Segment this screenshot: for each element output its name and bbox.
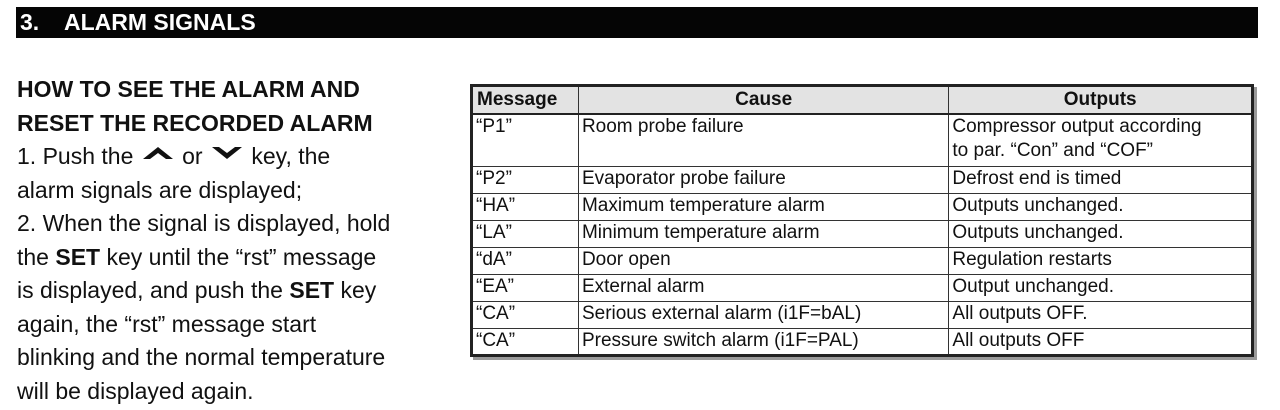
set-key-label: SET xyxy=(55,243,101,270)
cell-outputs: All outputs OFF. xyxy=(949,301,1253,328)
step2-text: key until the “rst” message xyxy=(106,243,377,270)
step2-text: the xyxy=(17,243,49,270)
cell-outputs: Outputs unchanged. xyxy=(949,193,1253,220)
table-row xyxy=(472,247,1253,274)
down-arrow-icon xyxy=(209,145,245,161)
outputs-line-1: Compressor output according xyxy=(952,116,1202,137)
cell-message: “CA” xyxy=(472,328,579,355)
cell-cause: Minimum temperature alarm xyxy=(578,220,948,247)
up-arrow-icon xyxy=(140,145,176,161)
cell-outputs: Output unchanged. xyxy=(949,274,1253,301)
header-cause: Cause xyxy=(578,86,948,115)
cell-outputs: Defrost end is timed xyxy=(949,166,1253,193)
section-title: ALARM SIGNALS xyxy=(64,9,256,35)
step-1 xyxy=(17,140,457,207)
cell-cause: Evaporator probe failure xyxy=(578,166,948,193)
step-2 xyxy=(17,207,457,408)
cell-outputs: All outputs OFF xyxy=(949,328,1253,355)
step2-text: will be displayed again. xyxy=(17,377,254,404)
table-row xyxy=(472,166,1253,193)
step2-text: again, the “rst” message start xyxy=(17,310,317,337)
section-header xyxy=(16,7,1258,38)
table-row xyxy=(472,274,1253,301)
cell-message: “HA” xyxy=(472,193,579,220)
cell-cause: Serious external alarm (i1F=bAL) xyxy=(578,301,948,328)
step1-prefix: 1. Push the xyxy=(17,143,134,169)
cell-cause: Door open xyxy=(578,247,948,274)
step2-text: 2. When the signal is displayed, hold xyxy=(17,210,391,236)
step1-suffix: key, the xyxy=(251,143,331,169)
set-key-label: SET xyxy=(289,277,335,303)
outputs-line-2: to par. “Con” and “COF” xyxy=(952,140,1154,161)
table-row xyxy=(472,328,1253,355)
instructions xyxy=(17,72,457,408)
alarm-signals-table xyxy=(470,84,1254,357)
cell-message: “P1” xyxy=(472,114,579,166)
cell-message: “CA” xyxy=(472,301,579,328)
cell-outputs: Outputs unchanged. xyxy=(949,220,1253,247)
cell-cause: Pressure switch alarm (i1F=PAL) xyxy=(578,328,948,355)
step1-or: or xyxy=(182,143,203,169)
step2-text: blinking and the normal temperature xyxy=(17,344,386,370)
step1-line2: alarm signals are displayed; xyxy=(17,176,303,203)
heading-line-2: RESET THE RECORDED ALARM xyxy=(17,110,373,136)
table-row xyxy=(472,193,1253,220)
table-row xyxy=(472,220,1253,247)
cell-cause: Maximum temperature alarm xyxy=(578,193,948,220)
instructions-heading xyxy=(17,72,457,140)
table-row xyxy=(472,114,1253,166)
step2-text: is displayed, and push the xyxy=(17,277,283,303)
cell-message: “P2” xyxy=(472,166,579,193)
section-number: 3. xyxy=(20,9,40,35)
cell-message: “LA” xyxy=(472,220,579,247)
step2-text: key xyxy=(340,277,377,303)
cell-cause: Room probe failure xyxy=(578,114,948,166)
header-outputs: Outputs xyxy=(949,86,1253,115)
cell-message: “EA” xyxy=(472,274,579,301)
table-row xyxy=(472,301,1253,328)
table-header-row xyxy=(472,86,1253,115)
cell-outputs xyxy=(949,114,1253,166)
header-message: Message xyxy=(472,86,579,115)
heading-line-1: HOW TO SEE THE ALARM AND xyxy=(17,76,360,102)
cell-message: “dA” xyxy=(472,247,579,274)
cell-cause: External alarm xyxy=(578,274,948,301)
cell-outputs: Regulation restarts xyxy=(949,247,1253,274)
